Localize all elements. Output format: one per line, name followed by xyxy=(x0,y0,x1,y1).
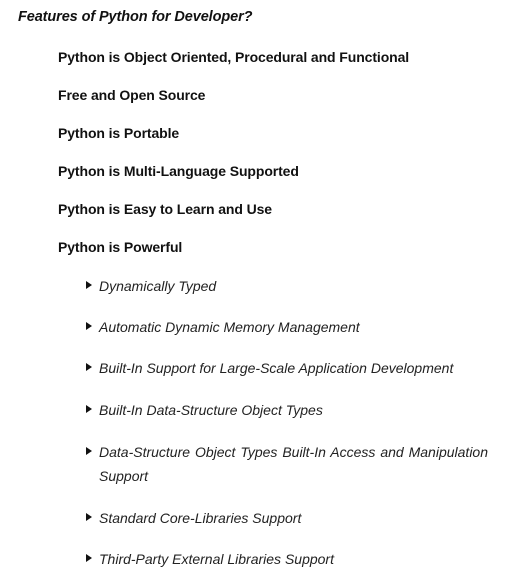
triangle-right-icon xyxy=(86,513,92,521)
powerful-point-item xyxy=(86,440,488,488)
triangle-right-icon xyxy=(86,405,92,413)
feature-item-powerful: Python is Powerful xyxy=(58,239,183,255)
powerful-point-item xyxy=(86,274,488,298)
powerful-point-text: Built-In Support for Large-Scale Application Development xyxy=(99,360,454,376)
triangle-right-icon xyxy=(86,447,92,455)
triangle-right-icon xyxy=(86,363,92,371)
feature-item-oop: Python is Object Oriented, Procedural and Functional xyxy=(58,49,410,65)
powerful-point-text: Data-Structure Object Types Built-In Access and Manipulation Support xyxy=(99,444,488,484)
powerful-point-item xyxy=(86,506,488,530)
powerful-point-item xyxy=(86,398,488,422)
powerful-point-text: Automatic Dynamic Memory Management xyxy=(99,319,360,335)
powerful-point-text: Built-In Data-Structure Object Types xyxy=(99,402,323,418)
triangle-right-icon xyxy=(86,554,92,562)
feature-item-portable: Python is Portable xyxy=(58,125,180,141)
powerful-point-item xyxy=(86,356,488,380)
powerful-point-text: Standard Core-Libraries Support xyxy=(99,510,302,526)
feature-item-multi-language: Python is Multi-Language Supported xyxy=(58,163,299,179)
triangle-right-icon xyxy=(86,281,92,289)
powerful-point-text: Dynamically Typed xyxy=(99,278,217,294)
feature-item-open-source: Free and Open Source xyxy=(58,87,206,103)
powerful-point-item xyxy=(86,547,488,571)
powerful-point-text: Third-Party External Libraries Support xyxy=(99,551,334,567)
page-title: Features of Python for Developer? xyxy=(18,9,253,25)
triangle-right-icon xyxy=(86,322,92,330)
powerful-point-item xyxy=(86,315,488,339)
feature-item-easy: Python is Easy to Learn and Use xyxy=(58,201,272,217)
